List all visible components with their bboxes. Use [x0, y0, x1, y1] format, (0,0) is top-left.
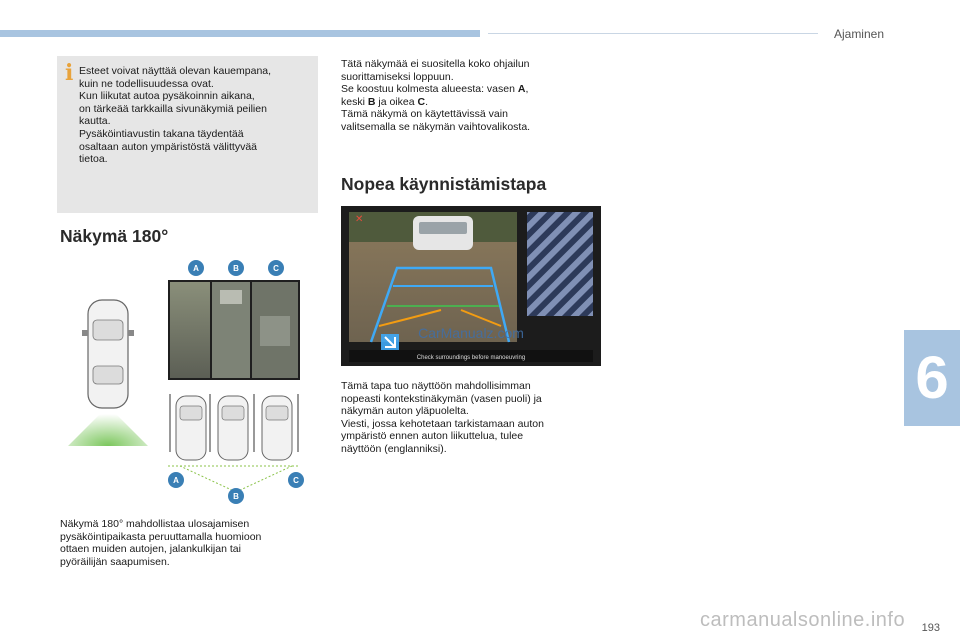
info-icon: i: [65, 60, 74, 86]
para-line: ympäristö ennen auton liikuttelua, tulee: [341, 430, 524, 443]
para-line: valitsemalla se näkymän vaihtovalikosta.: [341, 120, 531, 133]
chapter-tab: 6: [904, 330, 960, 426]
para-line: suorittamiseksi loppuun.: [341, 70, 454, 83]
para-line: [341, 83, 611, 96]
label-c: C: [293, 476, 299, 485]
label-b-top: [228, 260, 244, 276]
para-line: Näkymä 180° mahdollistaa ulosajamisen: [60, 518, 250, 530]
quickstart-description: [341, 380, 611, 456]
label-c: C: [417, 95, 426, 108]
note-line: osaltaan auton ympäristöstä välittyvää: [79, 140, 258, 153]
header-bar: [0, 30, 480, 37]
label-a: A: [193, 264, 199, 273]
para-line: Viesti, jossa kehotetaan tarkistamaan auton: [341, 417, 544, 430]
note-line: kuin ne todellisuudessa ovat.: [79, 77, 214, 90]
label-b: B: [367, 95, 376, 108]
text-span: keski: [341, 95, 368, 108]
note-line: tietoa.: [79, 153, 108, 166]
label-b: B: [233, 264, 239, 273]
note-line: Esteet voivat näyttää olevan kauempana,: [79, 65, 272, 77]
text-span: ja oikea: [375, 95, 418, 108]
note-line: on tärkeää tarkkailla sivunäkymiä peilien: [79, 102, 267, 115]
note-line: kautta.: [79, 115, 111, 128]
view180-title: Näkymä 180°: [60, 226, 169, 246]
label-b: B: [233, 492, 239, 501]
para-line: pyöräilijän saapumisen.: [60, 555, 170, 568]
note-text: [79, 65, 311, 166]
screen-caption: Check surroundings before manoeuvring: [416, 355, 526, 361]
para-line: pysäköintipaikasta peruuttamalla huomioon: [60, 530, 262, 543]
view180-description: [60, 518, 320, 568]
para-line: Tämä tapa tuo näyttöön mahdollisimman: [341, 380, 531, 392]
footer-watermark: carmanualsonline.info: [700, 609, 906, 631]
para-line: Tätä näkymää ei suositella koko ohjailun: [341, 58, 530, 70]
label-c-bottom: [288, 472, 304, 488]
label-a-top: [188, 260, 204, 276]
close-icon: ✕: [355, 214, 364, 225]
parked-cars: [170, 394, 298, 460]
figure-watermark: CarManualz.com: [418, 325, 524, 341]
para-line: näyttöön (englanniksi).: [341, 442, 447, 455]
car-icon: [82, 300, 134, 408]
note-line: Pysäköintiavustin takana täydentää: [79, 127, 244, 140]
header-rule: [488, 33, 818, 34]
info-note: [57, 56, 318, 213]
text-span: ,: [525, 83, 529, 96]
quickstart-title: Nopea käynnistämistapa: [341, 174, 547, 194]
label-b-bottom: [228, 488, 244, 504]
para-line: nopeasti kontekstinäkymän (vasen puoli) ja: [341, 392, 542, 405]
label-a: A: [173, 476, 179, 485]
text-span: .: [425, 95, 428, 108]
text-span: Se koostuu kolmesta alueesta: vasen: [341, 83, 518, 96]
right-intro: [341, 58, 611, 134]
page-number: 193: [921, 622, 940, 634]
para-line: [341, 96, 611, 109]
label-c: C: [273, 264, 279, 273]
label-c-top: [268, 260, 284, 276]
note-line: Kun liikutat autoa pysäkoinnin aikana,: [79, 90, 255, 103]
para-line: ottaen muiden autojen, jalankulkijan tai: [60, 543, 241, 556]
label-a: A: [517, 83, 526, 96]
para-line: Tämä näkymä on käytettävissä vain: [341, 108, 508, 121]
para-line: näkymän auton yläpuolelta.: [341, 405, 469, 418]
camera-screen-figure: [341, 206, 601, 366]
section-title: Ajaminen: [833, 27, 884, 41]
view180-figure: [60, 256, 320, 506]
label-a-bottom: [168, 472, 184, 488]
